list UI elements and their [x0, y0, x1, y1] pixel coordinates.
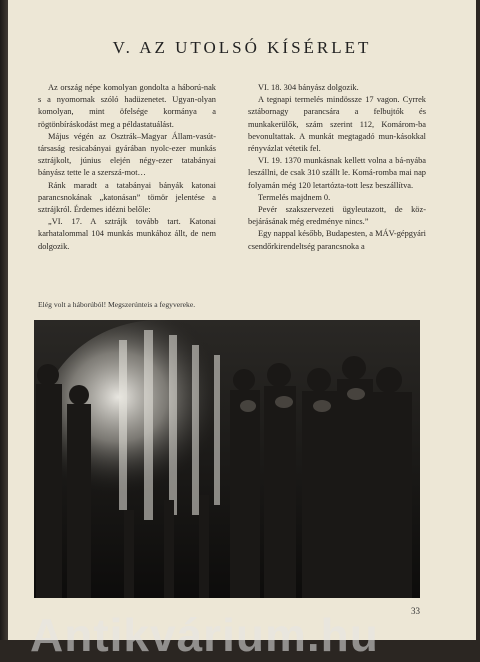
paragraph: VI. 18. 304 bányász dolgozik.: [258, 83, 359, 92]
paragraph: A tegnapi termelés mindössze 17 vagon. Cyrrek sztábornagy parancsára a felbujtók és munkakerülők, szám szerint 112, Komárom-ba bevonultattak. A munkát megtagadó mun-kásokkal rényvázlat vétetik fel.: [248, 95, 426, 154]
photo-caption: Elég volt a háborúból! Megszerúnteis a fegyvereke.: [38, 300, 196, 309]
paragraph: Május végén az Osztrák–Magyar Állam-vasút-társaság resicabányai gyárában nyolc-ezer munkás sztrájkolt, június elején négy-ezer tatabányai bányász tette le a szerszá-mot…: [38, 131, 216, 178]
page-number: 33: [411, 606, 420, 616]
historical-photo: [34, 320, 420, 598]
paragraph: Pevér szakszervezeti ügyleutazott, de köz-bejárásának még eredménye nincs.”: [248, 205, 426, 227]
paragraph: Egy nappal később, Budapesten, a MÁV-gépgyári csendőrkirendeltség parancsnoka a: [248, 229, 426, 251]
book-page: [8, 0, 476, 640]
right-text-column: [248, 82, 426, 253]
paragraph: „VI. 17. A sztrájk tovább tart. Katonai karhatalommal 104 munkás munkához állt, de nem dolgozik.: [38, 217, 216, 251]
paragraph: VI. 19. 1370 munkásnak kellett volna a bá-nyába leszállni, de csak 310 szállt le. Komá-romba mai nap folyamán még 120 letartózta-tott lesz beszállítva.: [248, 156, 426, 190]
chapter-title: V. AZ UTOLSÓ KÍSÉRLET: [112, 38, 372, 57]
watermark: Antikvárium.hu: [30, 609, 379, 661]
paragraph: Ránk maradt a tatabányai bányák katonai parancsnokának „katonásan” tömör jelentése a sztrájkról. Érdemes idézni belőle:: [38, 180, 216, 215]
left-text-column: [38, 82, 216, 253]
paragraph: Termelés majdnem 0.: [258, 192, 331, 202]
crowd-photo-illustration: [34, 320, 420, 598]
paragraph: Az ország népe komolyan gondolta a háború-nak s a nyomornak szóló hadüzenetet. Ugyan-olyan komolyan, mint öfelsége kormánya a rögtönbíráskodást meg a példastatuálást.: [38, 83, 216, 129]
